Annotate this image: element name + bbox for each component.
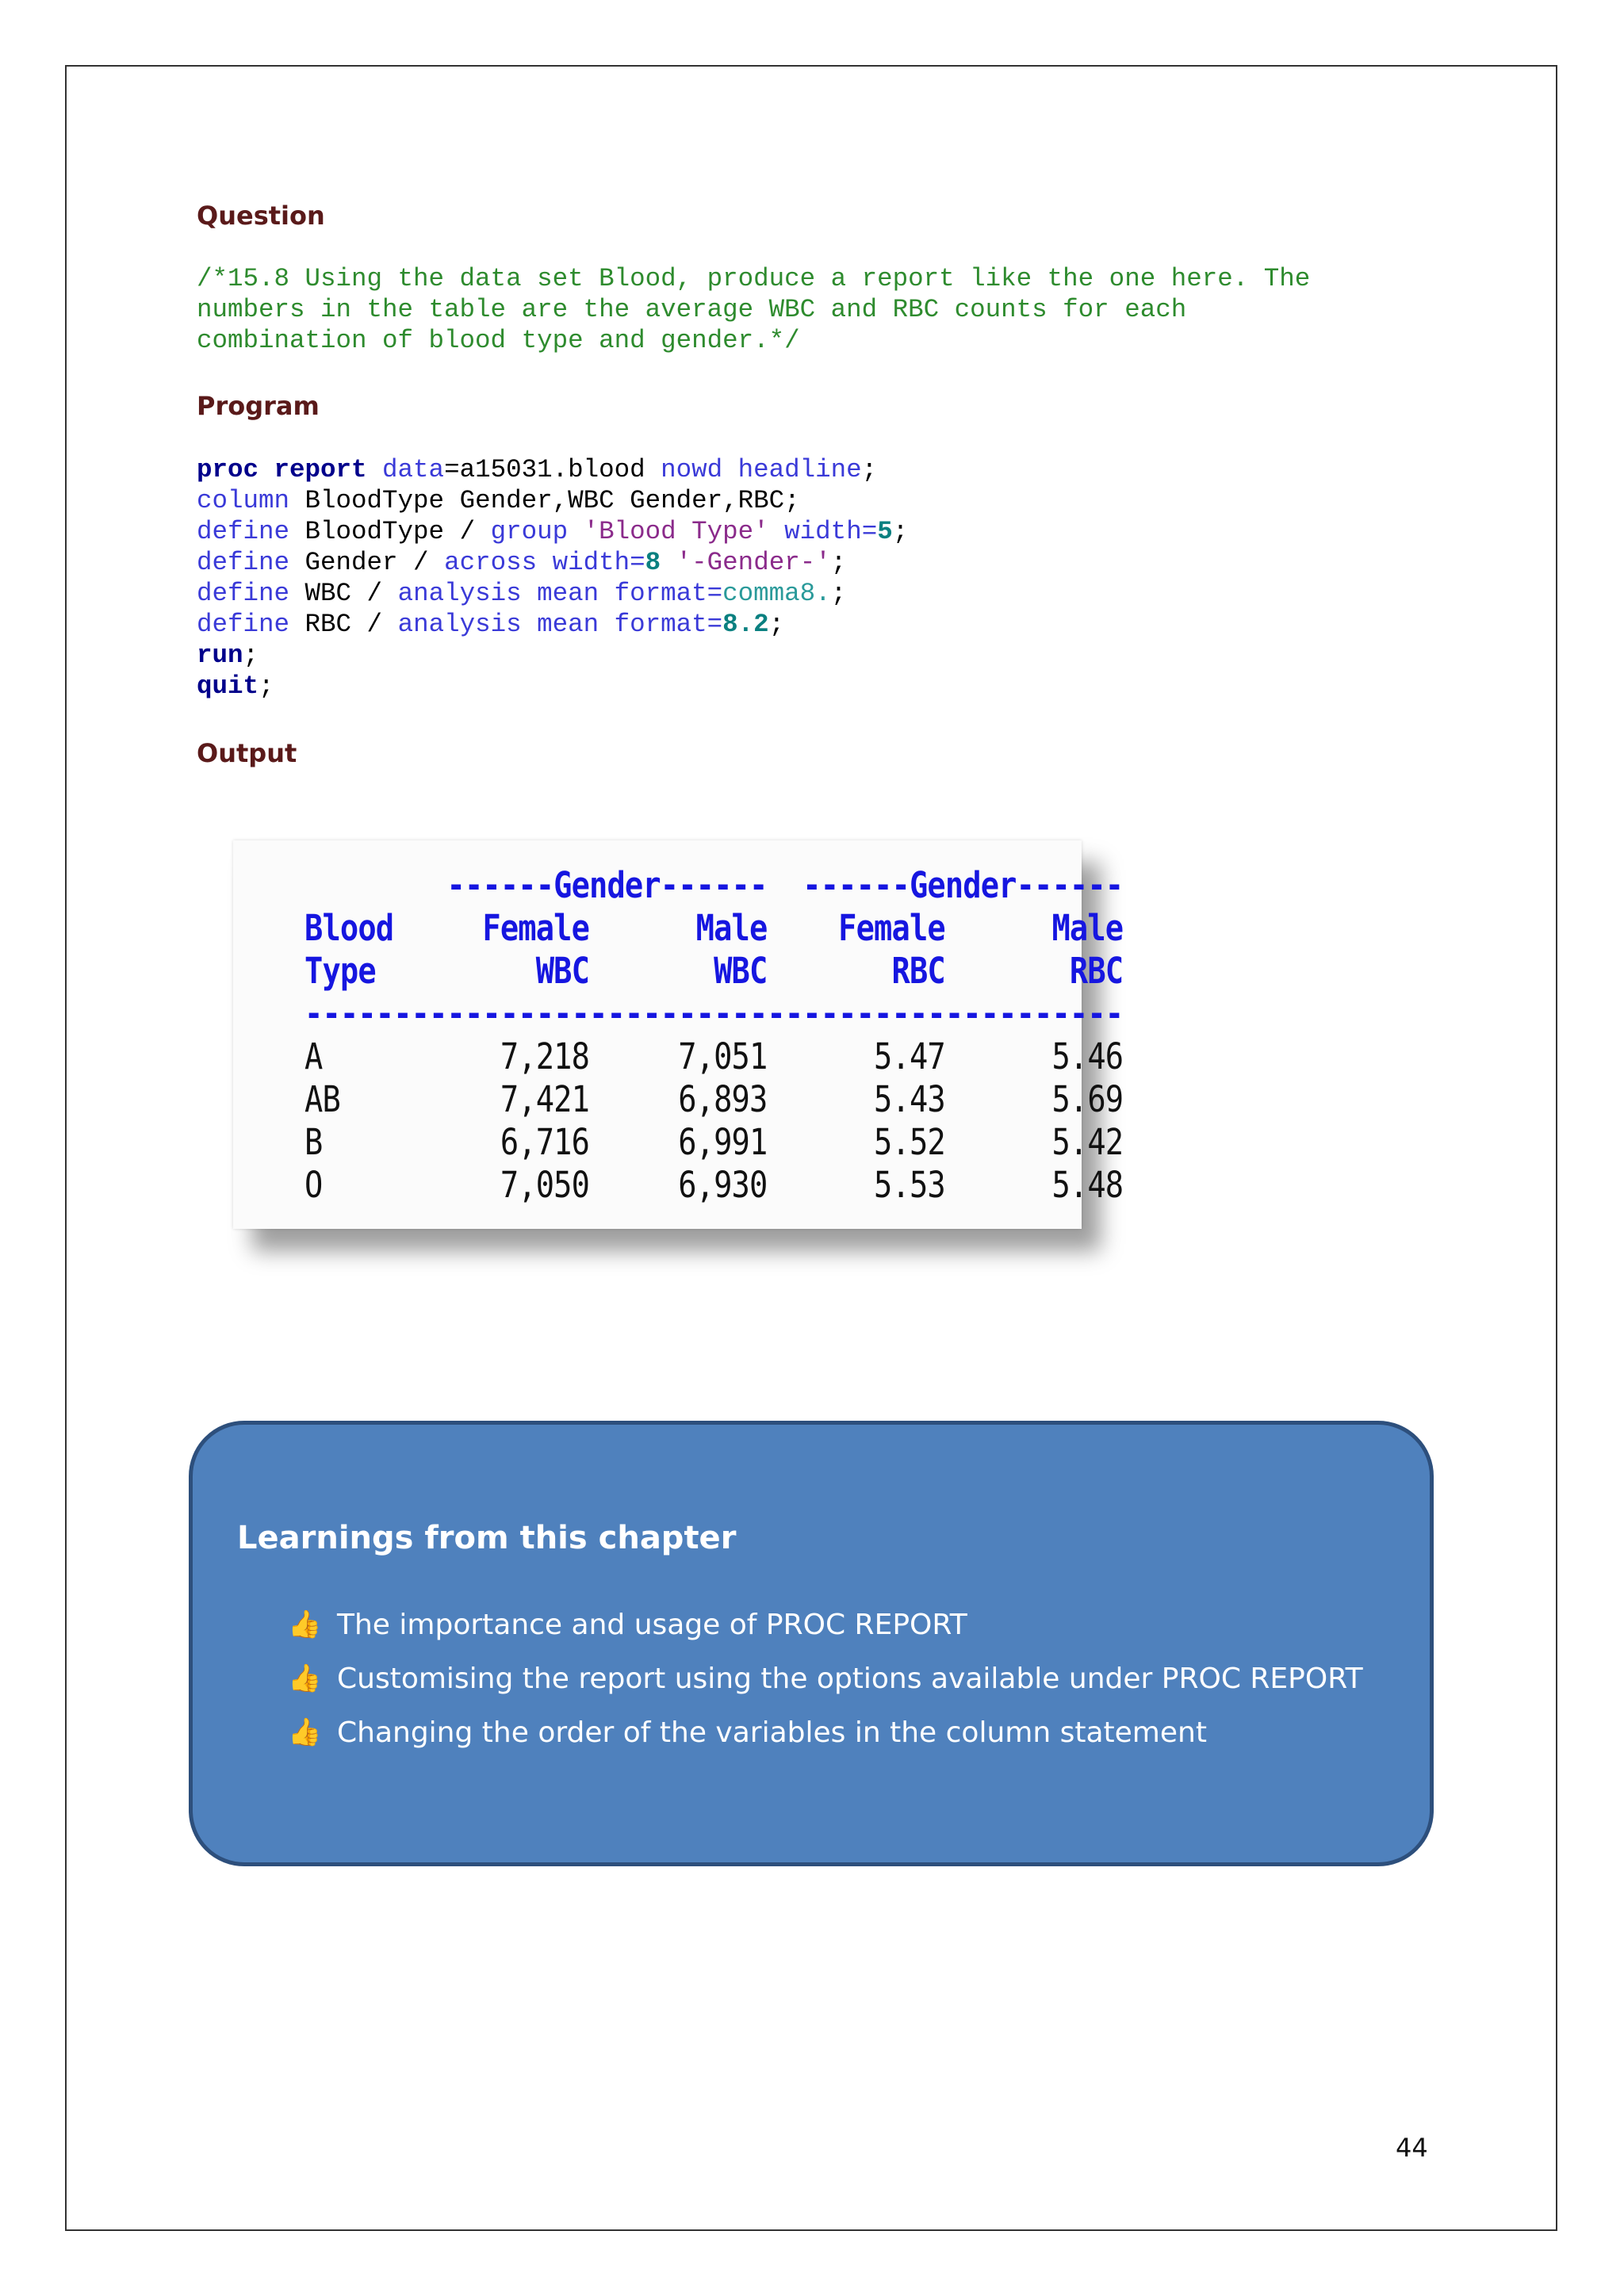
report-row: A 7,218 7,051 5.47 5.46 — [304, 1035, 1124, 1077]
space — [661, 548, 676, 577]
keyword: proc report — [197, 455, 367, 484]
plain-text: WBC / — [289, 579, 398, 608]
thumbs-up-icon: 👍 — [288, 1716, 322, 1748]
option: width — [768, 517, 862, 546]
report-row: AB 7,421 6,893 5.43 5.69 — [304, 1078, 1124, 1120]
page-number: 44 — [1396, 2133, 1428, 2163]
number-literal: 5 — [877, 517, 893, 546]
question-comment — [197, 263, 1310, 356]
string-literal: '-Gender-' — [676, 548, 831, 577]
keyword: run — [197, 641, 243, 670]
semicolon: ; — [830, 548, 847, 577]
report-header-line-1: ------Gender------ ------Gender------ — [304, 864, 1124, 906]
learning-text: Changing the order of the variables in the column statement — [337, 1716, 1207, 1749]
thumbs-up-icon: 👍 — [288, 1663, 322, 1694]
semicolon: ; — [243, 641, 259, 670]
list-item — [288, 1598, 1363, 1651]
space — [568, 517, 584, 546]
comment-line-1: /*15.8 Using the data set Blood, produce a report like the one here. The — [197, 264, 1311, 293]
learning-text: The importance and usage of PROC REPORT — [337, 1608, 967, 1641]
plain-text: Gender / — [289, 548, 445, 577]
learnings-title: Learnings from this chapter — [237, 1520, 737, 1556]
code-line-7 — [197, 641, 259, 670]
report-row: O 7,050 6,930 5.53 5.48 — [304, 1164, 1124, 1206]
option: group — [490, 517, 569, 546]
semicolon: ; — [861, 455, 878, 484]
thumbs-up-icon: 👍 — [288, 1609, 322, 1640]
equals: = — [630, 548, 645, 577]
learnings-list — [288, 1598, 1363, 1759]
code-line-3 — [197, 517, 908, 546]
semicolon: ; — [768, 610, 785, 639]
list-item — [288, 1705, 1363, 1759]
code-line-5 — [197, 579, 846, 608]
semicolon: ; — [259, 672, 274, 701]
program-heading: Program — [197, 391, 320, 421]
code-line-1 — [197, 455, 877, 484]
string-literal: 'Blood Type' — [583, 517, 769, 546]
learning-text: Customising the report using the options available under PROC REPORT — [337, 1662, 1363, 1695]
report-row: B 6,716 6,991 5.52 5.42 — [304, 1121, 1124, 1163]
code-line-6 — [197, 610, 784, 639]
option: analysis mean format — [397, 579, 707, 608]
code-line-8 — [197, 672, 274, 701]
plain-text: =a15031.blood — [444, 455, 661, 484]
comment-line-2: numbers in the table are the average WBC and RBC counts for each — [197, 295, 1187, 324]
plain-text: BloodType / — [289, 517, 491, 546]
code-line-4 — [197, 548, 846, 577]
option: analysis mean format — [397, 610, 707, 639]
keyword: quit — [197, 672, 259, 701]
list-item — [288, 1651, 1363, 1705]
report-output-panel — [233, 840, 1124, 1229]
report-header-line-3: Type WBC WBC RBC RBC — [304, 950, 1124, 992]
option: nowd headline — [661, 455, 862, 484]
option: across width — [444, 548, 630, 577]
report-output — [304, 864, 1123, 1207]
option: data — [366, 455, 445, 484]
option: define — [197, 517, 290, 546]
semicolon: ; — [830, 579, 847, 608]
plain-text: BloodType Gender,WBC Gender,RBC; — [289, 486, 800, 515]
option: define — [197, 579, 290, 608]
semicolon: ; — [892, 517, 909, 546]
output-heading: Output — [197, 738, 297, 768]
option: define — [197, 548, 290, 577]
code-line-2 — [197, 486, 800, 515]
report-header-rule: ---------------------------------------------- — [304, 993, 1124, 1035]
format-literal: comma8. — [722, 579, 831, 608]
program-code — [197, 454, 908, 702]
option: define — [197, 610, 290, 639]
equals: = — [861, 517, 878, 546]
plain-text: RBC / — [289, 610, 398, 639]
learnings-box — [189, 1421, 1434, 1866]
question-heading: Question — [197, 201, 325, 231]
comment-line-3: combination of blood type and gender.*/ — [197, 326, 800, 355]
option: column — [197, 486, 290, 515]
number-literal: 8.2 — [722, 610, 769, 639]
report-header-line-2: Blood Female Male Female Male — [304, 907, 1124, 949]
equals: = — [707, 579, 723, 608]
equals: = — [707, 610, 723, 639]
number-literal: 8 — [645, 548, 661, 577]
